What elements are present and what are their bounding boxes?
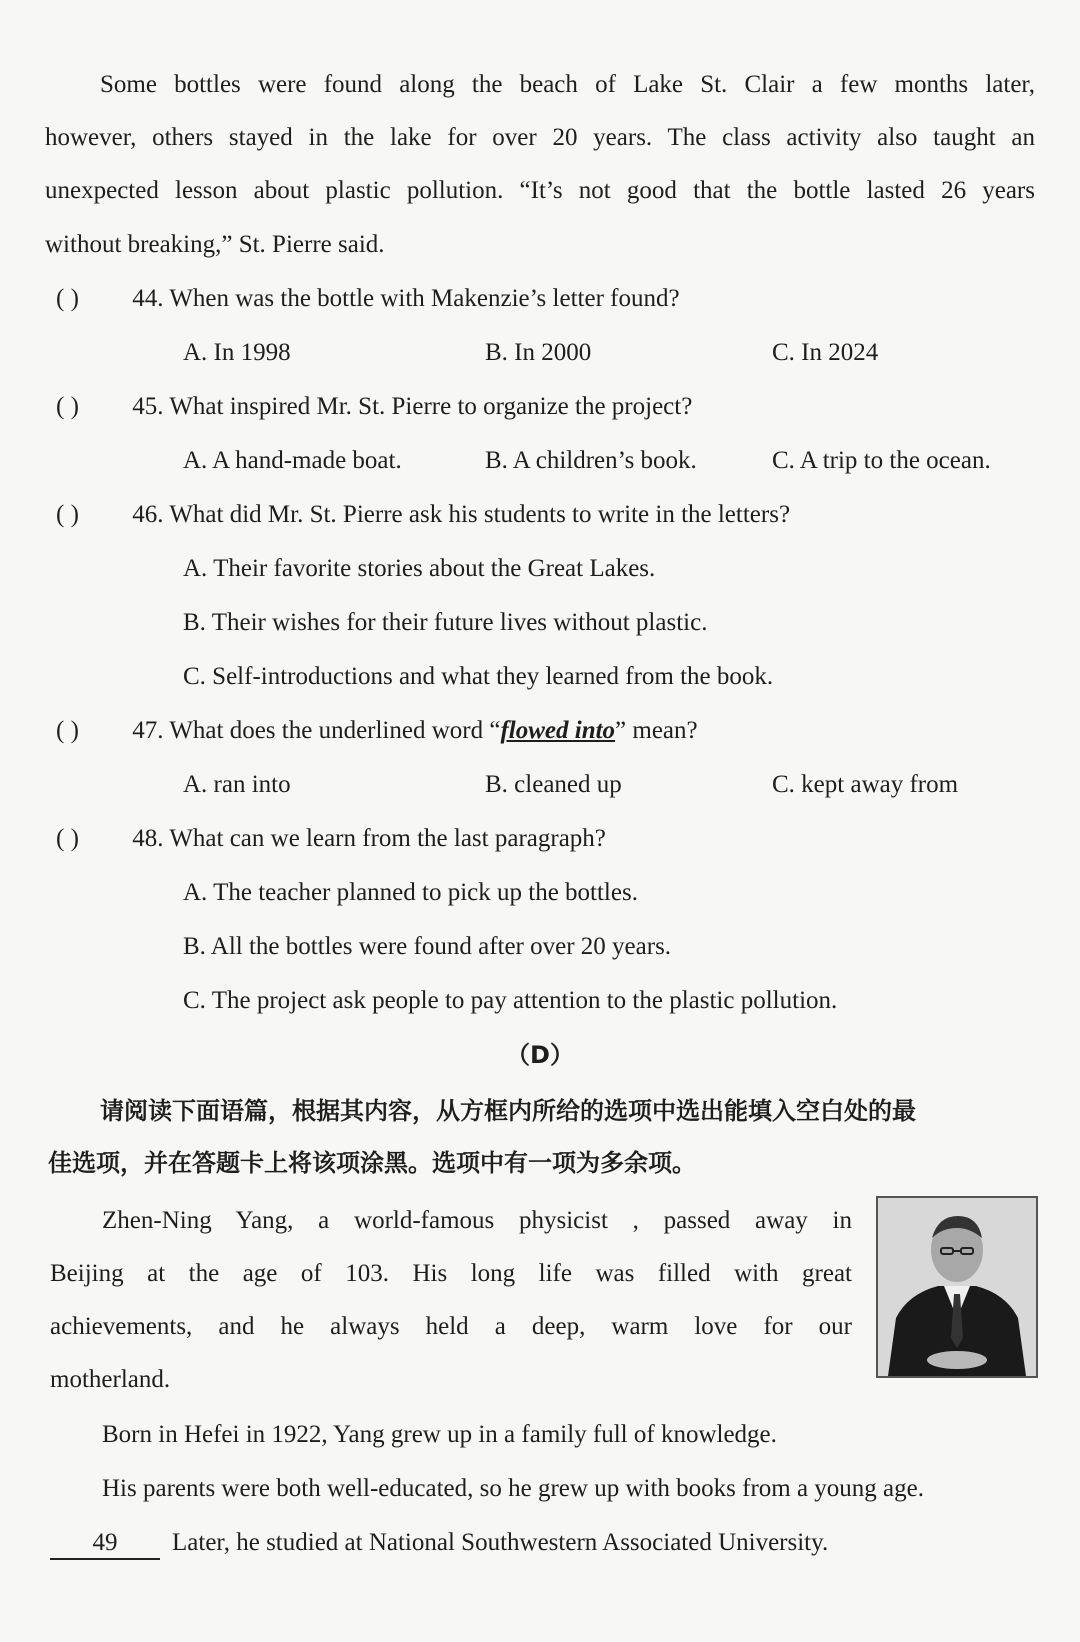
passage-line-1: Some bottles were found along the beach of Lake St. Clair a few months later,	[100, 71, 1035, 98]
question-46	[56, 500, 790, 530]
question-number: 46.	[132, 501, 164, 528]
option-46-b: B. Their wishes for their future lives without plastic.	[183, 609, 708, 636]
para3: His parents were both well-educated, so he grew up with books from a young age.	[102, 1475, 924, 1502]
question-number: 47.	[132, 717, 164, 744]
section-d-instruction-1: 请阅读下面语篇，根据其内容，从方框内所给的选项中选出能填入空白处的最	[100, 1097, 916, 1125]
para1-line-3: achievements, and he always held a deep, warm love for our	[50, 1313, 852, 1340]
section-d-instruction-2: 佳选项，并在答题卡上将该项涂黑。选项中有一项为多余项。	[48, 1149, 696, 1177]
question-45	[56, 392, 692, 422]
option-45-c: C. A trip to the ocean.	[772, 447, 991, 474]
para4-row	[50, 1528, 828, 1560]
portrait-image	[878, 1198, 1036, 1376]
option-46-c: C. Self-introductions and what they learned from the book.	[183, 663, 774, 690]
passage-line-4: without breaking,” St. Pierre said.	[45, 231, 385, 258]
question-48	[56, 824, 606, 854]
para1-line-1: Zhen-Ning Yang, a world-famous physicist , passed away in	[102, 1207, 852, 1234]
section-d-heading: （D）	[506, 1041, 574, 1069]
para2: Born in Hefei in 1922, Yang grew up in a family full of knowledge.	[102, 1421, 777, 1448]
question-text-after: ” mean?	[615, 717, 698, 744]
question-text	[169, 717, 697, 744]
question-47	[56, 716, 698, 746]
option-48-b: B. All the bottles were found after over 20 years.	[183, 933, 672, 960]
portrait-photo	[876, 1196, 1038, 1378]
para4: Later, he studied at National Southwestern Associated University.	[172, 1529, 829, 1556]
option-47-b: B. cleaned up	[485, 771, 622, 798]
answer-paren[interactable]: ( )	[56, 393, 79, 420]
para1-line-2: Beijing at the age of 103. His long life was filled with great	[50, 1260, 852, 1287]
question-text: What did Mr. St. Pierre ask his students to write in the letters?	[169, 501, 791, 528]
option-47-c: C. kept away from	[772, 771, 959, 798]
answer-paren[interactable]: ( )	[56, 717, 79, 744]
question-text: What can we learn from the last paragraph?	[169, 825, 606, 852]
option-47-a: A. ran into	[183, 771, 291, 798]
passage-line-2: however, others stayed in the lake for over 20 years. The class activity also taught an	[45, 124, 1035, 151]
passage-line-3: unexpected lesson about plastic pollution. “It’s not good that the bottle lasted 26 years	[45, 177, 1035, 204]
question-text-before: What does the underlined word “	[169, 717, 501, 744]
answer-paren[interactable]: ( )	[56, 501, 79, 528]
option-44-a: A. In 1998	[183, 339, 291, 366]
option-44-b: B. In 2000	[485, 339, 592, 366]
blank-49[interactable]: 49	[50, 1528, 160, 1560]
option-48-a: A. The teacher planned to pick up the bottles.	[183, 879, 638, 906]
answer-paren[interactable]: ( )	[56, 285, 79, 312]
question-text: What inspired Mr. St. Pierre to organize the project?	[169, 393, 693, 420]
answer-paren[interactable]: ( )	[56, 825, 79, 852]
question-number: 48.	[132, 825, 164, 852]
question-number: 44.	[132, 285, 164, 312]
underlined-word: flowed into	[500, 717, 616, 744]
para1-line-4: motherland.	[50, 1366, 171, 1393]
option-45-a: A. A hand-made boat.	[183, 447, 402, 474]
option-44-c: C. In 2024	[772, 339, 879, 366]
option-45-b: B. A children’s book.	[485, 447, 697, 474]
question-text: When was the bottle with Makenzie’s letter found?	[169, 285, 680, 312]
option-48-c: C. The project ask people to pay attention to the plastic pollution.	[183, 987, 838, 1014]
question-44	[56, 284, 680, 314]
question-number: 45.	[132, 393, 164, 420]
option-46-a: A. Their favorite stories about the Great Lakes.	[183, 555, 656, 582]
